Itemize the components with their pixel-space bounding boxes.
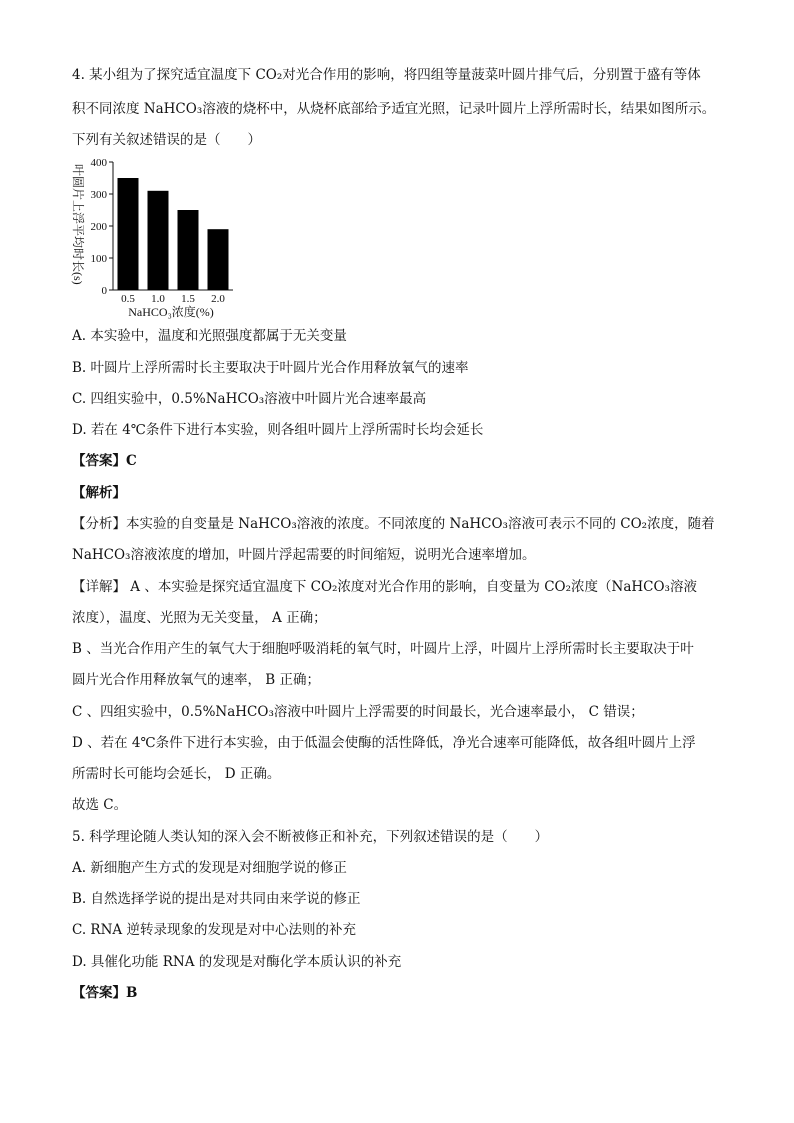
x-tick-label: 1.0: [151, 293, 165, 305]
y-tick-label: 400: [90, 157, 107, 169]
q4-detail-line1: 【详解】 A 、本实验是探究适宜温度下 CO₂浓度对光合作用的影响，自变量为 CO₂浓度（NaHCO₃溶液: [72, 579, 697, 595]
y-tick-label: 100: [90, 253, 107, 265]
q4-detail-line6: D 、若在 4℃条件下进行本实验，由于低温会使酶的活性降低，净光合速率可能降低，故各组叶圆片上浮: [72, 735, 696, 751]
q4-stem-line2: 积不同浓度 NaHCO₃溶液的烧杯中，从烧杯底部给予适宜光照，记录叶圆片上浮所需时长，结果如图所示。: [72, 101, 716, 117]
q5-option-d: D. 具催化功能 RNA 的发现是对酶化学本质认识的补充: [72, 954, 402, 970]
q4-option-a: A. 本实验中，温度和光照强度都属于无关变量: [72, 328, 347, 344]
q4-detail-line2: 浓度），温度、光照为无关变量， A 正确；: [72, 610, 327, 626]
q5-option-b: B. 自然选择学说的提出是对共同由来学说的修正: [72, 891, 361, 907]
q4-conclusion: 故选 C。: [72, 797, 128, 813]
q4-stem-line3: 下列有关叙述错误的是（ ）: [72, 132, 261, 148]
x-tick-label: 1.5: [181, 293, 195, 305]
bar-0.5: [118, 178, 139, 290]
q4-option-d: D. 若在 4℃条件下进行本实验，则各组叶圆片上浮所需时长均会延长: [72, 422, 484, 438]
q4-stem-line1: 4. 某小组为了探究适宜温度下 CO₂对光合作用的影响，将四组等量菠菜叶圆片排气后，分别置于盛有等体: [72, 67, 701, 83]
q4-option-c: C. 四组实验中，0.5%NaHCO₃溶液中叶圆片光合速率最高: [72, 391, 427, 407]
q4-detail-line7: 所需时长可能均会延长， D 正确。: [72, 766, 281, 782]
q4-analysis-line1: 【分析】本实验的自变量是 NaHCO₃溶液的浓度。不同浓度的 NaHCO₃溶液可表示不同的 CO₂浓度，随着: [72, 516, 715, 532]
y-tick-label: 300: [90, 189, 107, 201]
q5-stem: 5. 科学理论随人类认知的深入会不断被修正和补充，下列叙述错误的是（ ）: [72, 829, 549, 845]
y-tick-label: 200: [90, 221, 107, 233]
bar-1.5: [178, 210, 199, 290]
bar-chart: [68, 152, 248, 324]
q5-answer: 【答案】B: [72, 985, 138, 1001]
q5-option-a: A. 新细胞产生方式的发现是对细胞学说的修正: [72, 860, 347, 876]
bar-2.0: [208, 229, 229, 290]
q4-analysis-line2: NaHCO₃溶液浓度的增加，叶圆片浮起需要的时间缩短，说明光合速率增加。: [72, 547, 536, 563]
x-tick-label: 2.0: [211, 293, 225, 305]
x-axis-label: NaHCO₃浓度(%): [128, 305, 214, 319]
q4-option-b: B. 叶圆片上浮所需时长主要取决于叶圆片光合作用释放氧气的速率: [72, 360, 469, 376]
q4-detail-line5: C 、四组实验中，0.5%NaHCO₃溶液中叶圆片上浮需要的时间最长，光合速率最小， C 错误；: [72, 704, 644, 720]
q5-option-c: C. RNA 逆转录现象的发现是对中心法则的补充: [72, 922, 356, 938]
x-tick-label: 0.5: [121, 293, 135, 305]
q4-detail-line3: B 、当光合作用产生的氧气大于细胞呼吸消耗的氧气时，叶圆片上浮，叶圆片上浮所需时长主要取决于叶: [72, 641, 694, 657]
y-tick-label: 0: [101, 285, 107, 297]
y-axis-label: 叶圆片上浮平均时长(s): [71, 164, 85, 285]
bar-1.0: [148, 191, 169, 290]
q4-detail-line4: 圆片光合作用释放氧气的速率， B 正确；: [72, 672, 321, 688]
q4-analysis-heading: 【解析】: [72, 485, 126, 501]
y-axis-label-group: [71, 164, 86, 285]
q4-answer: 【答案】C: [72, 453, 137, 469]
